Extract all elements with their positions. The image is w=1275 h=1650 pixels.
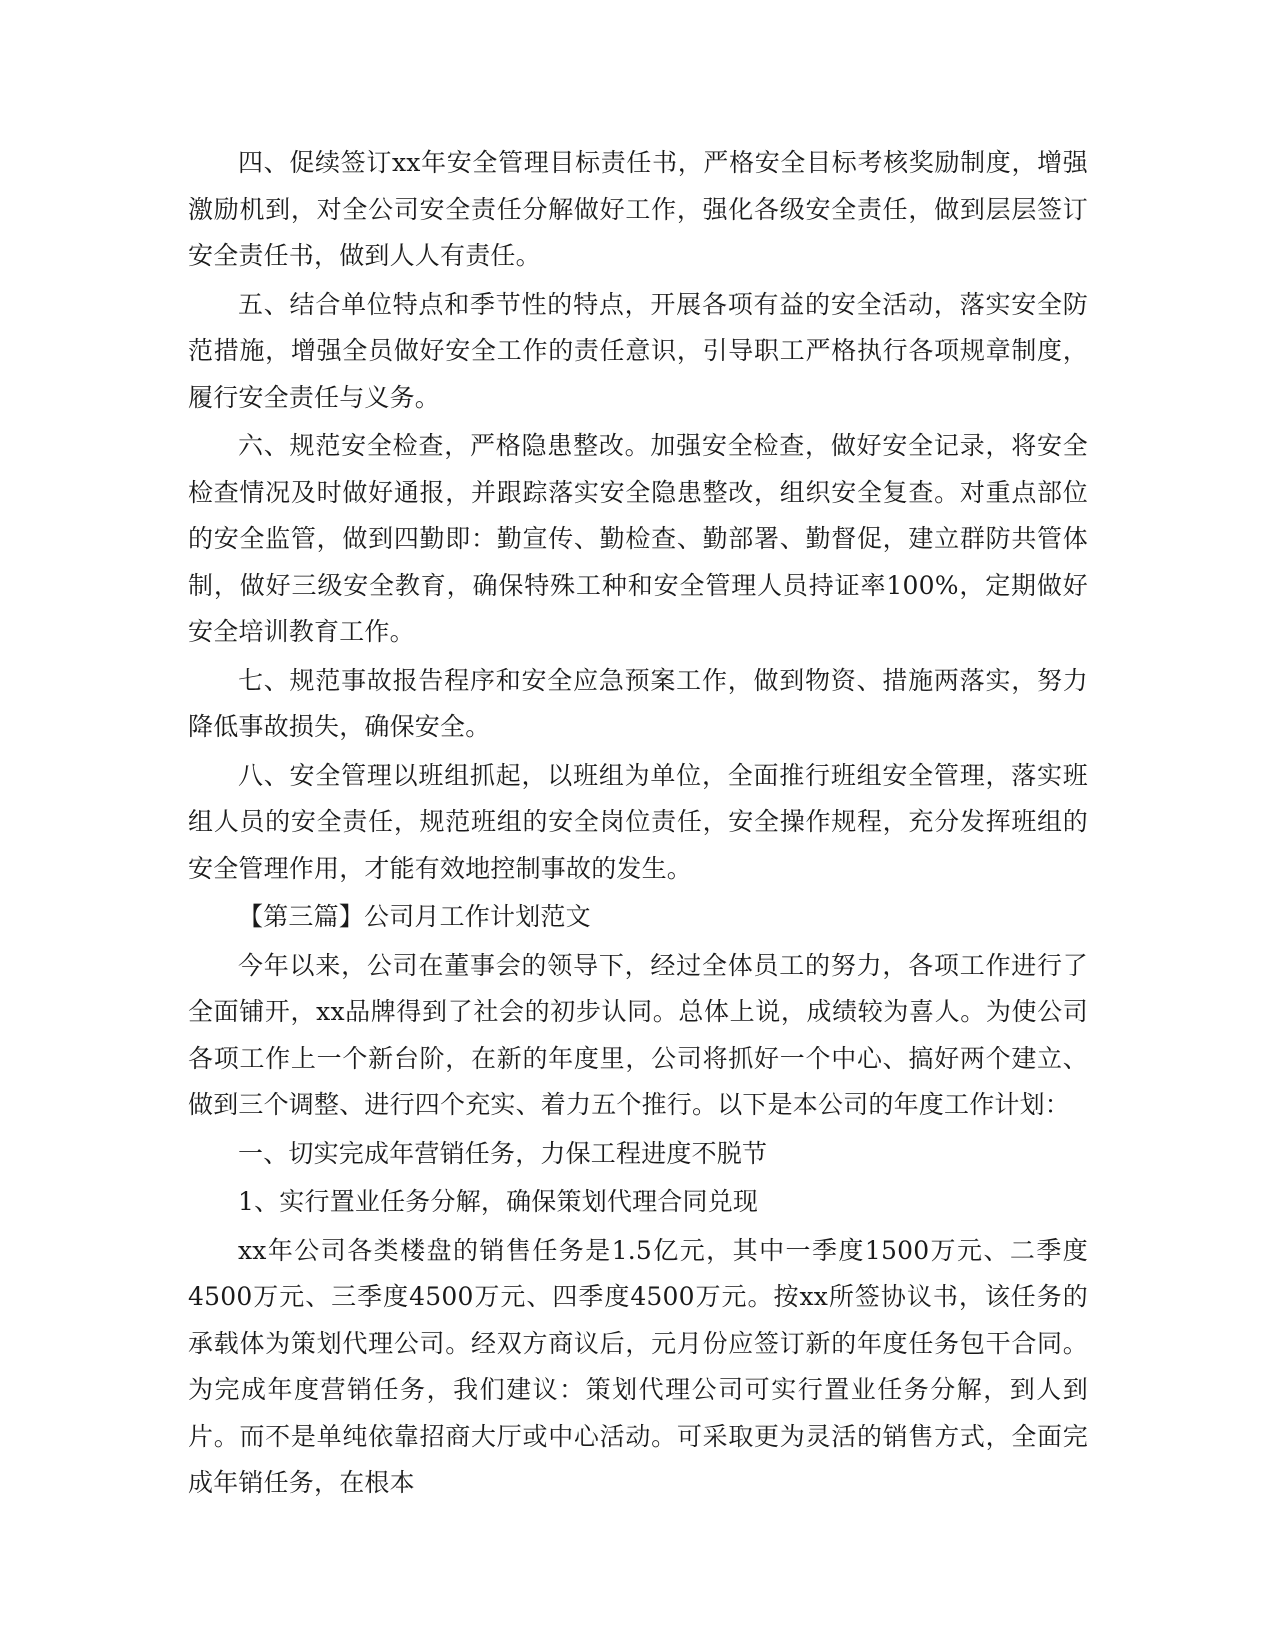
paragraph-section-8: 八、安全管理以班组抓起，以班组为单位，全面推行班组安全管理，落实班组人员的安全责任，规范班组的安全岗位责任，安全操作规程，充分发挥班组的安全管理作用，才能有效地控制事故的发生。 xyxy=(188,760,1088,883)
paragraph-sales-targets: xx年公司各类楼盘的销售任务是1.5亿元，其中一季度1500万元、二季度4500万元、三季度4500万元、四季度4500万元。按xx所签协议书，该任务的承载体为策划代理公司。经双方商议后，元月份应签订新的年度任务包干合同。为完成年度营销任务，我们建议：策划代理公司可实行置业任务分解，到人到片。而不是单纯依靠招商大厅或中心活动。可采取更为灵活的销售方式，全面完成年销任务，在根本 xyxy=(188,1235,1088,1497)
paragraph-intro: 今年以来，公司在董事会的领导下，经过全体员工的努力，各项工作进行了全面铺开，xx品牌得到了社会的初步认同。总体上说，成绩较为喜人。为使公司各项工作上一个新台阶，在新的年度里，公司将抓好一个中心、搞好两个建立、做到三个调整、进行四个充实、着力五个推行。以下是本公司的年度工作计划： xyxy=(188,950,1088,1119)
paragraph-section-4: 四、促续签订xx年安全管理目标责任书，严格安全目标考核奖励制度，增强激励机到，对全公司安全责任分解做好工作，强化各级安全责任，做到层层签订安全责任书，做到人人有责任。 xyxy=(188,148,1088,270)
document-body xyxy=(188,140,1088,1509)
subsection-heading-1-1: 1、实行置业任务分解，确保策划代理合同兑现 xyxy=(238,1187,759,1216)
paragraph-section-5: 五、结合单位特点和季节性的特点，开展各项有益的安全活动，落实安全防范措施，增强全员做好安全工作的责任意识，引导职工严格执行各项规章制度，履行安全责任与义务。 xyxy=(188,289,1088,412)
article-heading: 【第三篇】公司月工作计划范文 xyxy=(238,902,591,931)
section-heading-1: 一、切实完成年营销任务，力保工程进度不脱节 xyxy=(238,1138,768,1168)
paragraph-section-7: 七、规范事故报告程序和安全应急预案工作，做到物资、措施两落实，努力降低事故损失，确保安全。 xyxy=(188,665,1088,741)
paragraph-section-6: 六、规范安全检查，严格隐患整改。加强安全检查，做好安全记录，将安全检查情况及时做好通报，并跟踪落实安全隐患整改，组织安全复查。对重点部位的安全监管，做到四勤即：勤宣传、勤检查、勤部署、勤督促，建立群防共管体制，做好三级安全教育，确保特殊工种和安全管理人员持证率100%，定期做好安全培训教育工作。 xyxy=(188,431,1088,646)
